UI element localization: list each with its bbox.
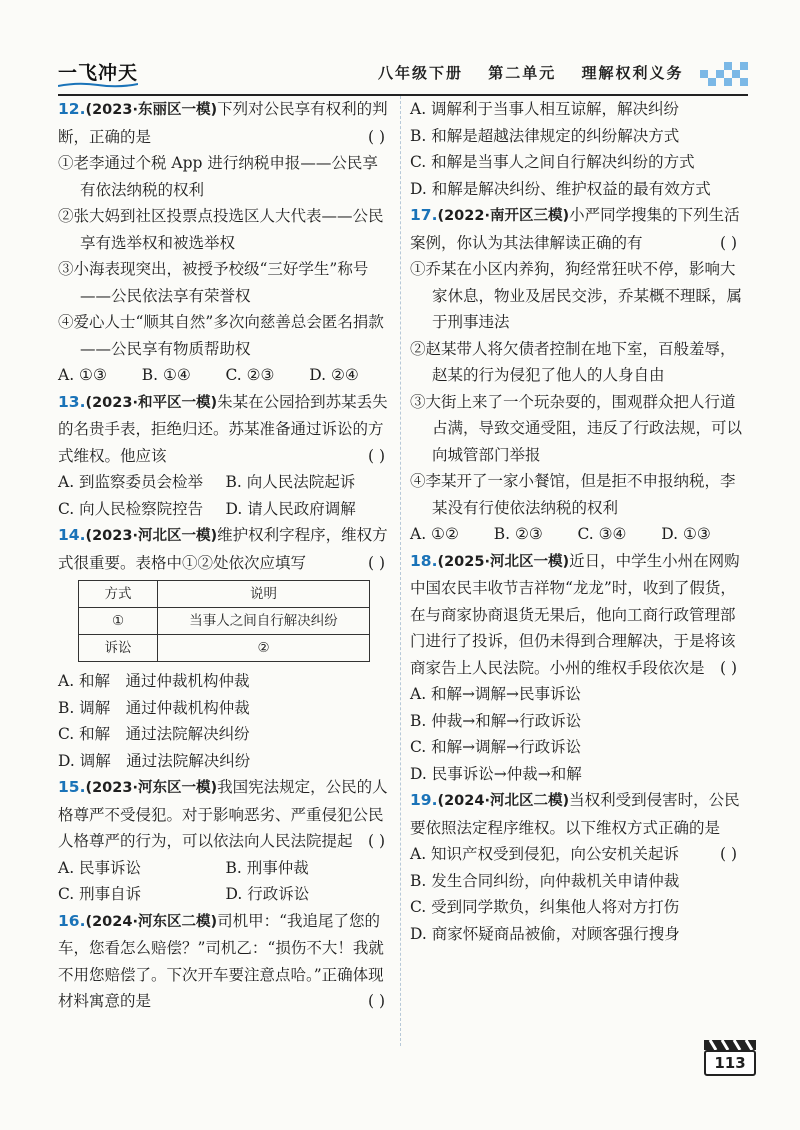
options-row bbox=[58, 496, 393, 523]
statement-item: ④李某开了一家小餐馆，但是拒不申报纳税，李某没有行使依法纳税的权利 bbox=[410, 472, 736, 517]
statement-item: ④爱心人士“顺其自然”多次向慈善总会匿名捐款——公民享有物质帮助权 bbox=[58, 313, 384, 358]
question-stem: 近日，中学生小州在网购中国农民丰收节吉祥物“龙龙”时，收到了假货，在与商家协商退货无果后，他向工商行政管理部门进行了投诉，但仍未得到合理解决，于是将该商家告上人民法院。小州的维权手段依次是 bbox=[410, 551, 740, 677]
option-d: D. ①③ bbox=[661, 525, 711, 543]
question-number: 12. bbox=[58, 100, 86, 118]
table-cell: ② bbox=[158, 635, 370, 662]
option-a: A. 民事诉讼 bbox=[58, 858, 142, 877]
option-c: C. 向人民检察院控告 bbox=[58, 499, 204, 518]
answer-blank: ( ) bbox=[367, 446, 385, 465]
options-row bbox=[58, 855, 393, 882]
options-row bbox=[58, 881, 393, 908]
question-15 bbox=[58, 774, 393, 908]
question-17 bbox=[410, 202, 745, 548]
statement-item: ②张大妈到社区投票点投选区人大代表——公民享有选举权和被选举权 bbox=[58, 207, 384, 252]
statement-item: ③大街上来了一个玩杂耍的，围观群众把人行道占满，导致交通受阻，违反了行政法规，可以向城管部门举报 bbox=[410, 392, 743, 464]
right-column bbox=[410, 96, 745, 947]
unit-label: 第二单元 bbox=[488, 64, 557, 82]
question-source: (2024·河东区二模) bbox=[85, 913, 218, 930]
brand-logo: 一飞冲天 bbox=[58, 62, 139, 84]
question-stem: 维护权利字程序，维权方式很重要。表格中①②处依次应填写 bbox=[58, 526, 388, 572]
statement-item: ①老李通过个税 App 进行纳税申报——公民享有依法纳税的权利 bbox=[58, 154, 378, 199]
option-d: D. 调解 通过法院解决纠纷 bbox=[58, 751, 251, 770]
option-b: B. 和解是超越法律规定的纠纷解决方式 bbox=[410, 126, 680, 145]
table-cell: ① bbox=[79, 608, 158, 635]
option-c: C. 和解 通过法院解决纠纷 bbox=[58, 725, 250, 743]
option-c: C. ②③ bbox=[225, 366, 275, 384]
method-table bbox=[78, 580, 370, 662]
answer-blank: ( ) bbox=[719, 845, 737, 863]
option-d: D. 行政诉讼 bbox=[225, 885, 310, 903]
option-d: D. 民事诉讼→仲裁→和解 bbox=[410, 764, 582, 783]
question-source: (2024·河北区二模) bbox=[437, 793, 570, 809]
question-number: 19. bbox=[410, 791, 438, 809]
table-cell: 诉讼 bbox=[79, 635, 158, 662]
question-source: (2023·和平区一模) bbox=[85, 394, 218, 411]
question-13 bbox=[58, 389, 393, 523]
option-a: A. 到监察委员会检举 bbox=[58, 473, 204, 491]
statement-item: ③小海表现突出，被授予校级“三好学生”称号——公民依法享有荣誉权 bbox=[58, 260, 369, 305]
question-source: (2022·南开区三模) bbox=[437, 208, 570, 224]
question-source: (2023·河东区一模) bbox=[85, 780, 218, 796]
option-b: B. ②③ bbox=[493, 525, 543, 543]
left-column bbox=[58, 96, 393, 1015]
question-number: 13. bbox=[58, 392, 86, 411]
option-b: B. 向人民法院起诉 bbox=[225, 473, 356, 491]
question-stem: 小严同学搜集的下列生活案例，你认为其法律解读正确的有 bbox=[410, 206, 740, 252]
option-a: A. 和解 通过仲裁机构仲裁 bbox=[58, 672, 250, 690]
statement-item: ①乔某在小区内养狗，狗经常狂吠不停，影响大家休息，物业及居民交涉，乔某概不理睬，属于刑事违法 bbox=[410, 260, 743, 331]
options-row bbox=[58, 469, 393, 496]
answer-blank: ( ) bbox=[719, 658, 737, 677]
table-header: 说明 bbox=[158, 581, 370, 608]
table-header: 方式 bbox=[79, 581, 158, 608]
answer-blank: ( ) bbox=[719, 233, 737, 252]
clapper-icon bbox=[704, 1040, 756, 1050]
answer-blank: ( ) bbox=[367, 992, 385, 1010]
option-d: D. 和解是解决纠纷、维护权益的最有效方式 bbox=[410, 179, 711, 198]
question-number: 16. bbox=[58, 911, 86, 930]
answer-blank: ( ) bbox=[367, 127, 385, 146]
option-a: A. ①② bbox=[410, 525, 459, 543]
option-c: C. 受到同学欺负，纠集他人将对方打伤 bbox=[410, 898, 680, 916]
option-c: C. 刑事自诉 bbox=[58, 885, 142, 903]
option-b: B. 发生合同纠纷，向仲裁机关申请仲裁 bbox=[410, 871, 680, 890]
option-b: B. ①④ bbox=[141, 366, 191, 384]
question-16 bbox=[58, 908, 393, 1015]
option-d: D. 商家怀疑商品被偷，对顾客强行搜身 bbox=[410, 924, 680, 943]
option-a: A. 和解→调解→民事诉讼 bbox=[410, 685, 582, 703]
logo-swoosh-icon bbox=[58, 82, 138, 88]
option-b: B. 仲裁→和解→行政诉讼 bbox=[410, 711, 582, 730]
question-number: 18. bbox=[410, 551, 438, 570]
page-number: 113 bbox=[704, 1050, 756, 1076]
checker-pattern-icon bbox=[700, 60, 748, 90]
option-d: D. 请人民政府调解 bbox=[225, 499, 356, 518]
question-source: (2023·河北区一模) bbox=[85, 528, 218, 544]
question-source: (2025·河北区一模) bbox=[437, 553, 570, 570]
question-source: (2023·东丽区一模) bbox=[85, 102, 218, 118]
question-14 bbox=[58, 522, 393, 774]
page-header bbox=[0, 52, 800, 92]
question-12 bbox=[58, 96, 393, 389]
option-c: C. 和解是当事人之间自行解决纠纷的方式 bbox=[410, 153, 695, 171]
question-number: 15. bbox=[58, 778, 86, 796]
column-divider bbox=[400, 96, 401, 1046]
option-b: B. 调解 通过仲裁机构仲裁 bbox=[58, 698, 250, 717]
running-title bbox=[378, 62, 702, 83]
table-cell: 当事人之间自行解决纠纷 bbox=[158, 608, 370, 635]
grade-label: 八年级下册 bbox=[378, 64, 464, 82]
option-a: A. 知识产权受到侵犯，向公安机关起诉 bbox=[410, 845, 680, 863]
question-stem: 朱某在公园拾到苏某丢失的名贵手表，拒绝归还。苏某准备通过诉讼的方式维权。他应该 bbox=[58, 392, 388, 465]
question-18 bbox=[410, 548, 745, 788]
question-number: 14. bbox=[58, 526, 86, 544]
option-a: A. 调解利于当事人相互谅解，解决纠纷 bbox=[410, 100, 680, 118]
statement-item: ②赵某带人将欠债者控制在地下室，百般羞辱，赵某的行为侵犯了他人的人身自由 bbox=[410, 339, 736, 384]
question-stem: 下列对公民享有权利的判断，正确的是 bbox=[58, 100, 388, 146]
answer-blank: ( ) bbox=[367, 553, 385, 572]
answer-blank: ( ) bbox=[367, 832, 385, 850]
question-stem: 当权利受到侵害时，公民要依照法定程序维权。以下维权方式正确的是 bbox=[410, 791, 740, 837]
option-d: D. ②④ bbox=[309, 366, 359, 384]
option-c: C. ③④ bbox=[577, 525, 627, 543]
option-a: A. ①③ bbox=[58, 366, 107, 384]
option-b: B. 刑事仲裁 bbox=[225, 858, 309, 877]
question-stem: 司机甲：“我追尾了您的车，您看怎么赔偿？”司机乙：“损伤不大！我就不用您赔偿了。下次开车要注意点哈。”正确体现材料寓意的是 bbox=[58, 911, 384, 1010]
topic-label: 理解权利义务 bbox=[581, 64, 684, 82]
options-row bbox=[58, 362, 393, 389]
question-stem: 我国宪法规定，公民的人格尊严不受侵犯。对于影响恶劣、严重侵犯公民人格尊严的行为，可以依法向人民法院提起 bbox=[58, 778, 388, 850]
options-row bbox=[410, 521, 745, 548]
question-19 bbox=[410, 787, 745, 947]
question-number: 17. bbox=[410, 206, 438, 224]
option-c: C. 和解→调解→行政诉讼 bbox=[410, 738, 582, 756]
